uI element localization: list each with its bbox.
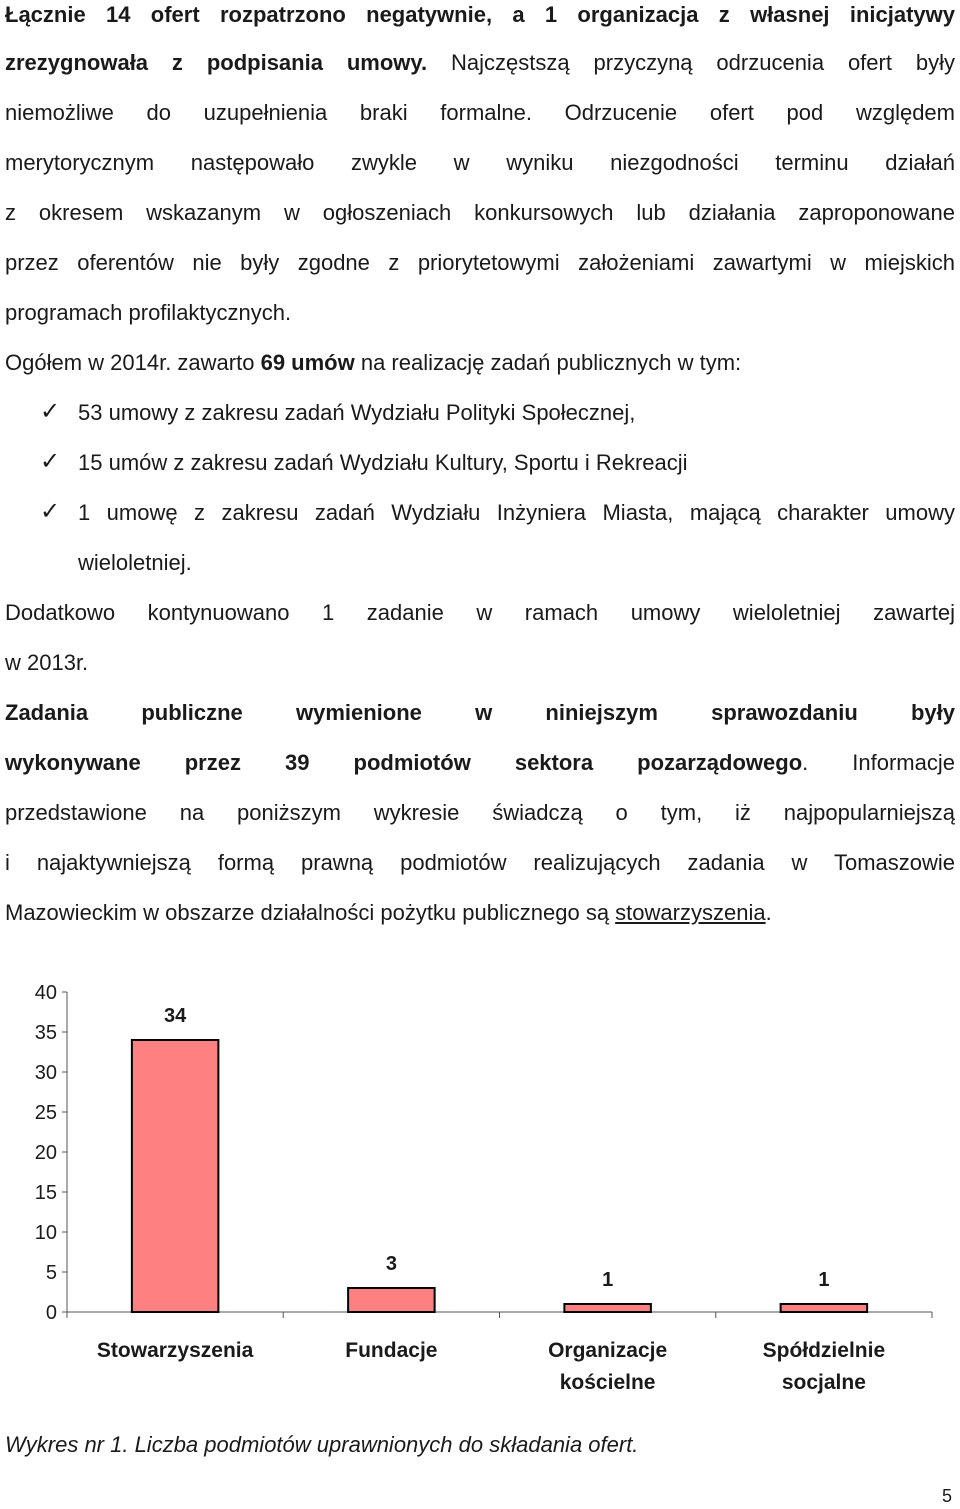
data-label: 3 [385,1253,397,1275]
bar [348,1288,435,1312]
figure-caption: Wykres nr 1. Liczba podmiotów uprawnionych do składania ofert. [5,1432,639,1457]
bar [132,1040,219,1312]
checkmark-icon: ✓ [40,398,61,425]
text: Ogółem w 2014r. zawarto [5,350,261,375]
text-line: przedstawione na poniższym wykresie świadczą o tym, iż najpopularniejszą [5,800,955,825]
bar-chart [0,975,960,1415]
y-tick-label: 0 [45,1302,57,1324]
text-line: Dodatkowo kontynuowano 1 zadanie w ramach umowy wieloletniej zawartej [5,600,955,625]
text-line [5,748,955,778]
page-number: 5 [941,1486,952,1506]
text-line [5,898,955,928]
y-tick-label: 5 [45,1262,57,1284]
bold-text: wykonywane przez 39 podmiotów sektora pozarządowego [5,750,803,775]
data-label: 34 [164,1005,187,1027]
text-line [5,48,955,78]
category-label: kościelne [559,1371,656,1394]
text-line: merytorycznym następowało zwykle w wyniku niezgodności terminu działań [5,150,955,175]
category-label: Organizacje [548,1339,668,1362]
text-line: programach profilaktycznych. [5,300,292,325]
y-tick-label: 20 [34,1142,57,1164]
y-tick-label: 30 [34,1062,57,1084]
text-line: niemożliwe do uzupełnienia braki formalne. Odrzucenie ofert pod względem [5,100,955,125]
y-tick-label: 40 [34,982,57,1004]
checkmark-icon: ✓ [40,498,61,525]
text-line: i najaktywniejszą formą prawną podmiotów realizujących zadania w Tomaszowie [5,850,955,875]
text-line [5,0,955,30]
bold-text: zrezygnowała z podpisania umowy. [5,50,428,75]
text-line [5,348,955,378]
data-labels [164,1005,829,1291]
data-label: 1 [602,1269,614,1291]
list-item: wieloletniej. [78,550,192,575]
text: Mazowieckim w obszarze działalności pożytku publicznego są [5,900,616,925]
bold-text-line: Zadania publiczne wymienione w niniejszym sprawozdaniu były [5,700,955,725]
y-tick-label: 15 [34,1182,57,1204]
text: . [765,900,772,925]
bars [132,1040,867,1312]
underlined-text: stowarzyszenia [615,900,766,925]
checkmark-icon: ✓ [40,448,61,475]
bold-text: Łącznie 14 ofert rozpatrzono negatywnie, a 1 organizacja z własnej inicjatywy [5,2,955,27]
list-item: 53 umowy z zakresu zadań Wydziału Polityki Społecznej, [78,400,636,425]
text: na realizację zadań publicznych w tym: [354,350,742,375]
category-label: Stowarzyszenia [96,1339,254,1362]
text: . Informacje [802,750,955,775]
y-tick-label: 10 [34,1222,57,1244]
list-item: 1 umowę z zakresu zadań Wydziału Inżyniera Miasta, mającą charakter umowy [78,500,955,525]
data-label: 1 [818,1269,830,1291]
text-line: w 2013r. [5,650,89,675]
category-label: Spółdzielnie [762,1339,886,1362]
category-labels [97,1339,885,1394]
bold-text: 69 umów [260,350,355,375]
y-tick-label: 25 [34,1102,57,1124]
list-item: 15 umów z zakresu zadań Wydziału Kultury, Sportu i Rekreacji [78,450,688,475]
bar [781,1304,868,1312]
category-label: socjalne [781,1371,866,1394]
bar [564,1304,651,1312]
y-tick-label: 35 [34,1022,57,1044]
text: Najczęstszą przyczyną odrzucenia ofert były [451,50,955,75]
category-label: Fundacje [345,1339,438,1362]
text-line: z okresem wskazanym w ogłoszeniach konkursowych lub działania zaproponowane [5,200,955,225]
text-line: przez oferentów nie były zgodne z priorytetowymi założeniami zawartymi w miejskich [5,250,955,275]
